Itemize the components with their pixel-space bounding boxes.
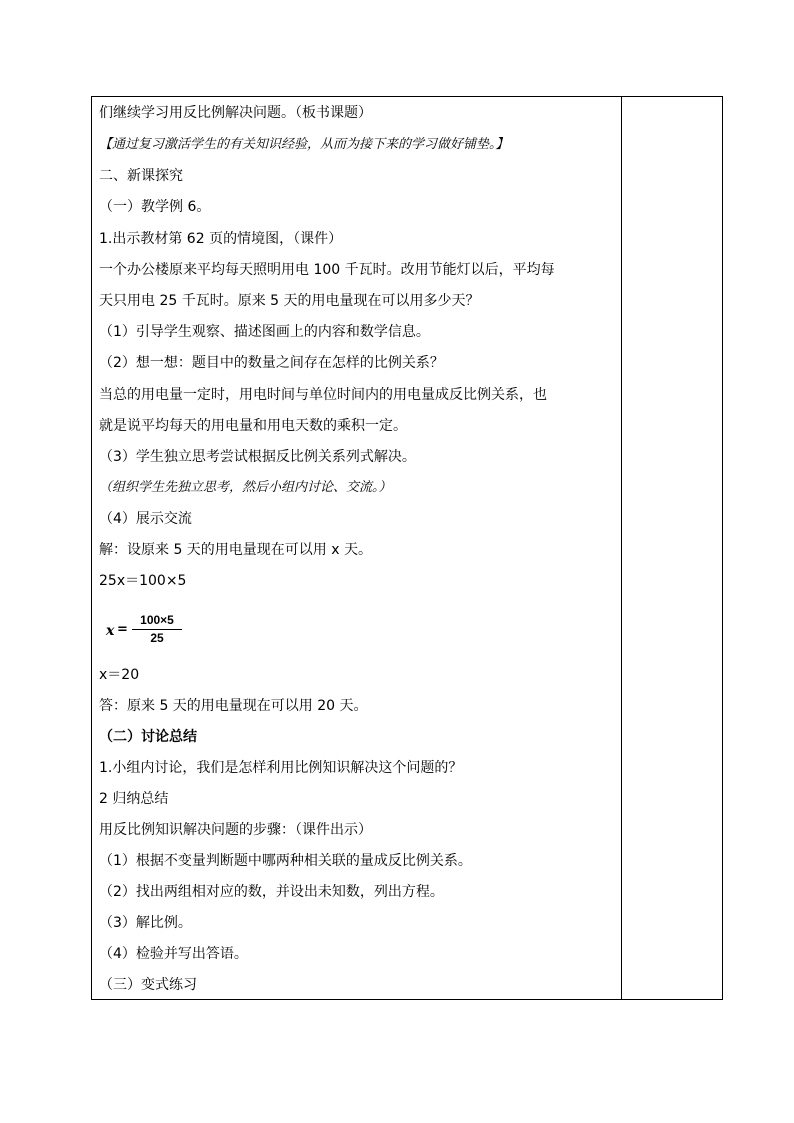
text-line: 1.小组内讨论，我们是怎样利用比例知识解决这个问题的？ [99, 760, 463, 776]
text-line: （3）学生独立思考尝试根据反比例关系列式解决。 [99, 449, 416, 465]
equation-line: 25x＝100×5 [99, 573, 187, 589]
step-item: （2）找出两组相对应的数，并设出未知数，列出方程。 [99, 884, 444, 900]
text-line: （2）想一想：题目中的数量之间存在怎样的比例关系？ [99, 355, 444, 371]
fraction [132, 613, 182, 646]
problem-text: 天只用电 25 千瓦时。原来 5 天的用电量现在可以用多少天？ [99, 293, 480, 309]
problem-text: 一个办公楼原来平均每天照明用电 100 千瓦时。改用节能灯以后，平均每 [99, 262, 555, 278]
text-line: 们继续学习用反比例解决问题。（板书课题） [99, 105, 372, 121]
text-line: 2 归纳总结 [99, 791, 169, 807]
equation-sign: = [117, 622, 128, 637]
step-item: （1）根据不变量判断题中哪两种相关联的量成反比例关系。 [99, 853, 472, 869]
subsection-heading: （三）变式练习 [99, 977, 197, 993]
step-item: （4）检验并写出答语。 [99, 946, 248, 962]
text-line: （1）引导学生观察、描述图画上的内容和数学信息。 [99, 324, 430, 340]
fraction-denominator: 25 [150, 631, 164, 645]
text-line: 1.出示教材第 62 页的情境图，（课件） [99, 231, 343, 247]
section-heading: 二、新课探究 [99, 168, 183, 184]
answer-text: 答：原来 5 天的用电量现在可以用 20 天。 [99, 698, 368, 714]
solution-text: 解：设原来 5 天的用电量现在可以用 x 天。 [99, 542, 372, 558]
design-note: （组织学生先独立思考，然后小组内讨论、交流。） [99, 480, 392, 495]
equation-result: x＝20 [99, 667, 140, 683]
lesson-table [91, 96, 723, 1000]
fraction-numerator: 100×5 [140, 613, 174, 627]
text-line: 当总的用电量一定时，用电时间与单位时间内的用电量成反比例关系，也 [99, 387, 547, 403]
design-note: 【通过复习激活学生的有关知识经验，从而为接下来的学习做好铺垫。】 [99, 137, 509, 152]
subsection-heading: （二）讨论总结 [99, 729, 197, 745]
text-line: 就是说平均每天的用电量和用电天数的乘积一定。 [99, 418, 407, 434]
text-line: （4）展示交流 [99, 511, 192, 527]
text-line: 用反比例知识解决问题的步骤：（课件出示） [99, 822, 372, 838]
step-item: （3）解比例。 [99, 915, 192, 931]
subsection-heading: （一）教学例 6。 [99, 199, 211, 215]
column-divider [621, 97, 622, 999]
equation-variable: x [106, 623, 115, 639]
fraction-bar [132, 629, 182, 630]
